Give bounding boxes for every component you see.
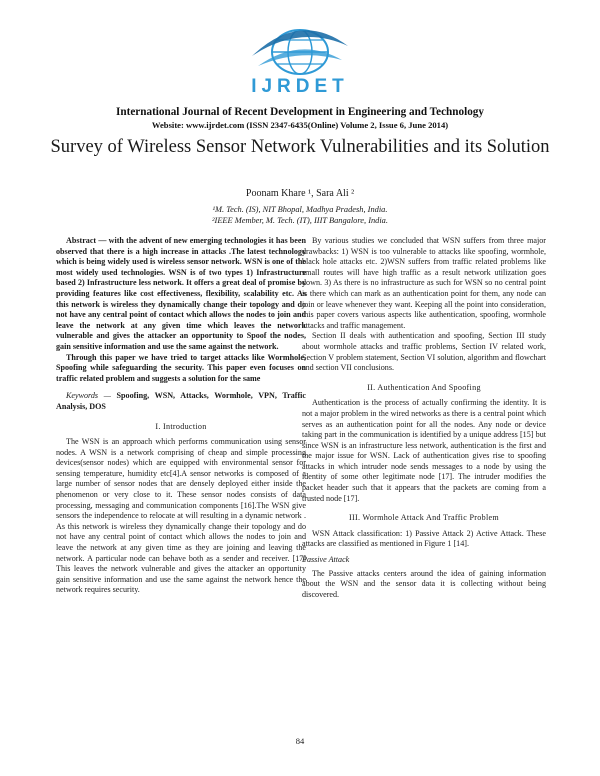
abstract-paragraph: Abstract — with the advent of new emerging technologies it has been observed that there is a high increase in attacks .The latest technology which is being widely used is wireless sensor network. WSN is one of the most widely used technologies. WSN is of two types 1) Infrastructure based 2) Infrastructure less network. It offers a great deal of promise by providing features like cost effectiveness, flexibility, scalability etc. As this network is wireless they dynamically change their topology and do not have any central point of contact which allows the nodes to join and leave the network at any given time which leaves the network vulnerable and gives the attacker an opportunity to Spoof the nodes, gain sensitive information and use the same against the network. bbox=[56, 236, 306, 351]
logo-text: IJRDET bbox=[251, 76, 349, 97]
section-heading-wormhole: III. Wormhole Attack And Traffic Problem bbox=[349, 513, 499, 523]
keywords-list: Spoofing, WSN, Attacks, Wormhole, VPN, Traffic Analysis, DOS bbox=[56, 391, 306, 411]
introduction-continued-paragraph: By various studies we concluded that WSN suffers from three major drawbacks: 1) WSN is too vulnerable to attacks like spoofing, wormhole, black hole attacks etc. 2)WSN suffers from traffic related problems like small routes will have high traffic as a result network utilization goes down. 3) As there is no infrastructure as such for WSN so no central point is there which can mark as an authentication point for them, any node can join or leave whenever they want. Keeping all the point into consideration, this paper covers various aspects like authentication, spoofing, wormhole attacks and traffic management. bbox=[302, 236, 546, 330]
left-column bbox=[56, 236, 306, 596]
keywords bbox=[56, 391, 306, 412]
section-heading-introduction: I. Introduction bbox=[155, 421, 207, 431]
keywords-label: Keywords — bbox=[66, 391, 111, 401]
section-overview-paragraph: Section II deals with authentication and spoofing, Section III study about wormhole attacks and traffic problems, Section IV related work, Section V problem statement, Section VI solution, algorithm and flowchart and section VII conclusions. bbox=[302, 331, 546, 373]
paper-title: Survey of Wireless Sensor Network Vulnerabilities and its Solution bbox=[50, 137, 550, 157]
section-heading-authentication: II. Authentication And Spoofing bbox=[367, 382, 481, 392]
passive-attack-paragraph: The Passive attacks centers around the idea of gaining information about the WSN and the sensor data it is collecting without being discovered. bbox=[302, 568, 546, 599]
wormhole-paragraph: WSN Attack classification: 1) Passive Attack 2) Active Attack. These attacks are classified as mentioned in Figure 1 [14]. bbox=[302, 528, 546, 549]
logo-globe-icon bbox=[252, 30, 348, 74]
paper-authors: Poonam Khare ¹, Sara Ali ² bbox=[245, 188, 355, 199]
introduction-paragraph: The WSN is an approach which performs communication using sensor nodes. A WSN is a network comprising of cheap and simple processing devices(sensor nodes) which are equipped with environmental sensor for sensing temperature, humidity etc[4].A sensor networks is composed of a large number of sensor nodes that are densely deployed either inside the phenomenon or very close to it. These sensor nodes consists of data processing, messaging and communication components [16].The WSN give sensors the independence to relocate at will resulting in a dynamic network . As this network is wireless they dynamically change their topology and do not have any central point of contact which allows the nodes to join and leave the network at any given time as they are joining and leaving the network. A particular node can behave both as a sender and receiver. [17] This leaves the network vulnerable and gives the attacker an opportunity gain sensitive information and use the same against the network hence the network requires security. bbox=[56, 437, 306, 595]
affiliation-1: ¹M. Tech. (IS), NIT Bhopal, Madhya Pradesh, India. bbox=[212, 205, 388, 214]
affiliation-2: ²IEEE Member, M. Tech. (IT), IIIT Bangalore, India. bbox=[212, 216, 388, 225]
subsection-heading-passive-attack: Passive Attack bbox=[302, 555, 350, 565]
right-column bbox=[302, 236, 546, 600]
abstract-paragraph-2: Through this paper we have tried to target attacks like Wormhole, Spoofing while safeguarding the security. This paper even focuses on traffic related problem and suggests a solution for the same bbox=[56, 352, 306, 383]
journal-website: Website: www.ijrdet.com (ISSN 2347-6435(Online) Volume 2, Issue 6, June 2014) bbox=[151, 120, 449, 130]
page-number: 84 bbox=[295, 736, 305, 746]
journal-name: International Journal of Recent Development in Engineering and Technology bbox=[116, 106, 484, 118]
authentication-paragraph: Authentication is the process of actually confirming the identity. It is not a major problem in the wired networks as there is a central point which serves as an authentication point for all the nodes. Any node or device taking part in the communication is identified by a unique address [15] but since WSN is an infrastructure less network, authentication is the first and the major issue for WSN. Lack of authentication gives rise to spoofing attacks in which intruder node sends messages to a node by using the identity of some other legitimate node [17]. The intruder modifies the packet header such that it appears that the packets are coming from a trusted node [17]. bbox=[302, 398, 546, 503]
